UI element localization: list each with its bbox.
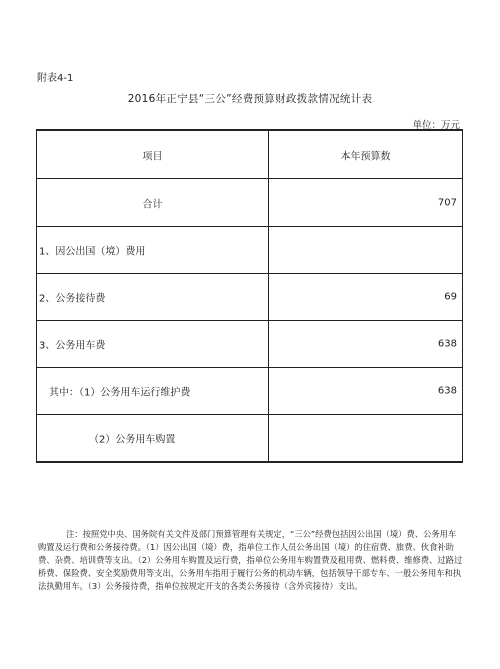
row-label: 1、因公出国（境）费用 xyxy=(39,246,146,258)
row-value: 638 xyxy=(437,338,457,350)
budget-table xyxy=(36,129,463,463)
table-row xyxy=(37,415,462,461)
row-label: 其中：（1）公务用车运行维护费 xyxy=(49,387,191,399)
row-value: 638 xyxy=(437,385,457,397)
page-title: 2016年正宁县“三公”经费预算财政拨款情况统计表 xyxy=(127,93,373,105)
row-label: （2）公务用车购置 xyxy=(89,434,176,446)
footnote xyxy=(38,528,463,593)
attachment-label: 附表4-1 xyxy=(37,73,74,84)
header-budget: 本年预算数 xyxy=(340,151,391,162)
row-value: 69 xyxy=(444,291,457,303)
header-item: 项目 xyxy=(142,151,163,162)
table-row xyxy=(37,321,462,368)
row-value: 707 xyxy=(437,197,457,208)
row-label: 3、公务用车费 xyxy=(39,340,106,352)
table-header-row xyxy=(37,131,462,179)
table-row-total xyxy=(37,179,462,227)
table-row xyxy=(37,227,462,274)
footnote-text: 注：按照党中央、国务院有关文件及部门预算管理有关规定，“三公”经费包括因公出国（境）费、公务用车购置及运行费和公务接待费。（1）因公出国（境）费，指单位工作人员公务出国（境）的住宿费、旅费、伙食补助费、杂费、培训费等支出。（2）公务用车购置及运行费，指单位公务用车购置费及租用费、燃料费、维修费、过路过桥费、保险费、安全奖励费用等支出，公务用车指用于履行公务的机动车辆，包括领导干部专车、一般公务用车和执法执勤用车。（3）公务接待费，指单位按规定开支的各类公务接待（含外宾接待）支出。 xyxy=(38,529,463,591)
row-label: 2、公务接待费 xyxy=(39,293,106,305)
table-row xyxy=(37,274,462,321)
table-row xyxy=(37,368,462,415)
unit-label: 单位：万元 xyxy=(412,120,460,131)
row-label: 合计 xyxy=(142,199,163,210)
